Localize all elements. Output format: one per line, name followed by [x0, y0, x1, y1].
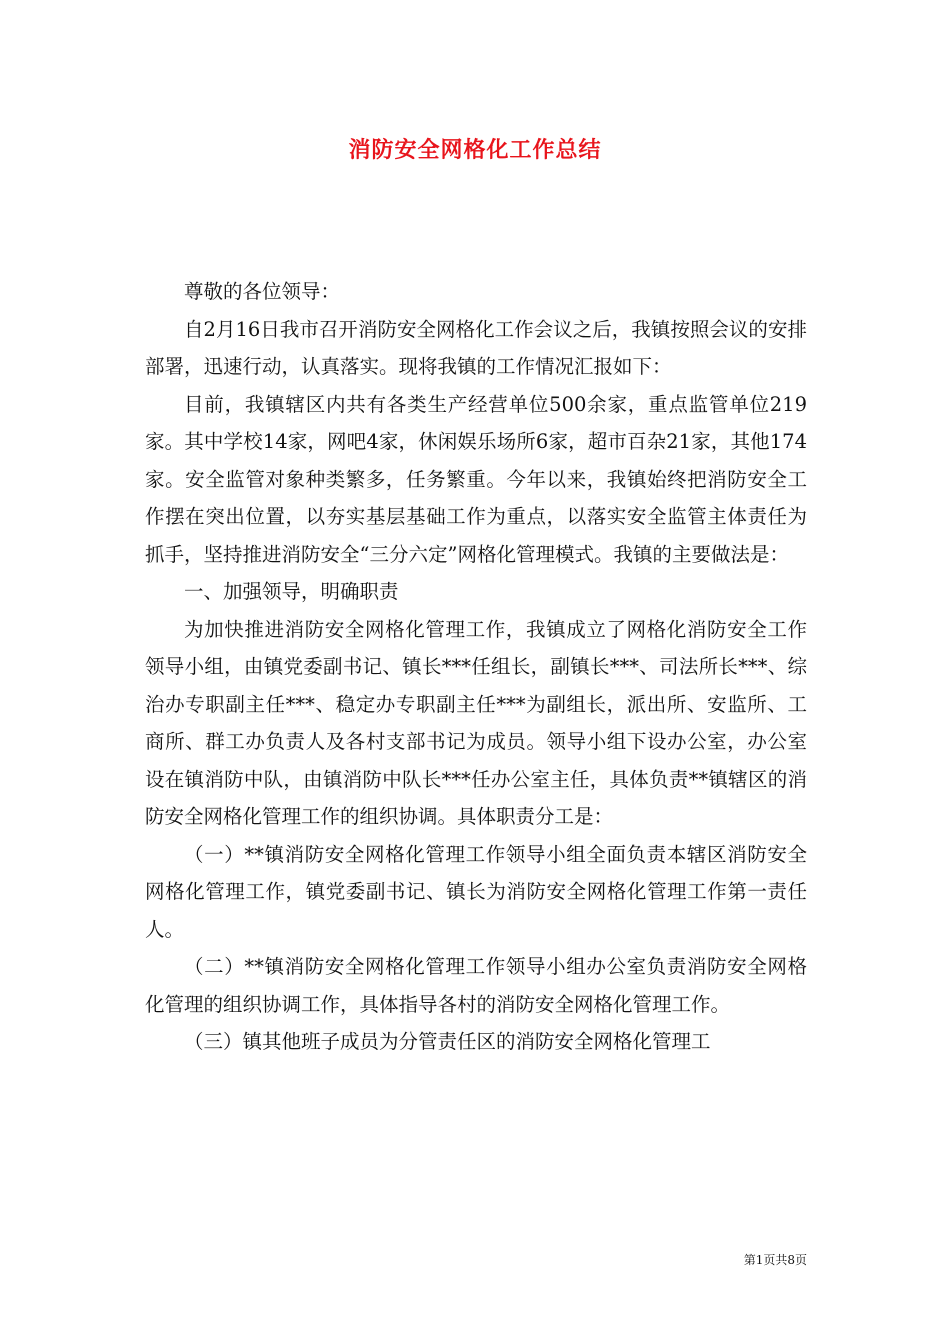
salutation-paragraph: 尊敬的各位领导：: [184, 280, 341, 303]
duty-item-2: （二）**镇消防安全网格化管理工作领导小组办公室负责消防安全网格化管理的组织协调工作，具体指导各村的消防安全网格化管理工作。: [145, 955, 807, 1016]
duty-item-1: （一）**镇消防安全网格化管理工作领导小组全面负责本辖区消防安全网格化管理工作，镇党委副书记、镇长为消防安全网格化管理工作第一责任人。: [145, 842, 807, 941]
intro-paragraph: 自2月16日我市召开消防安全网格化工作会议之后，我镇按照会议的安排部署，迅速行动，认真落实。现将我镇的工作情况汇报如下：: [145, 317, 807, 378]
document-title: 消防安全网格化工作总结: [348, 137, 602, 163]
document-body: [145, 273, 807, 1061]
organization-paragraph: 为加快推进消防安全网格化管理工作，我镇成立了网格化消防安全工作领导小组，由镇党委副书记、镇长***任组长，副镇长***、司法所长***、综治办专职副主任***、稳定办专职副主任***为副组长，派出所、安监所、工商所、群工办负责人及各村支部书记为成员。领导小组下设办公室，办公室设在镇消防中队，由镇消防中队长***任办公室主任，具体负责**镇辖区的消防安全网格化管理工作的组织协调。具体职责分工是：: [145, 617, 807, 828]
overview-paragraph: 目前，我镇辖区内共有各类生产经营单位500余家，重点监管单位219家。其中学校14家，网吧4家，休闲娱乐场所6家，超市百杂21家，其他174家。安全监管对象种类繁多，任务繁重。今年以来，我镇始终把消防安全工作摆在突出位置，以夯实基层基础工作为重点，以落实安全监管主体责任为抓手，坚持推进消防安全“三分六定”网格化管理模式。我镇的主要做法是：: [145, 392, 807, 566]
duty-item-3: （三）镇其他班子成员为分管责任区的消防安全网格化管理工: [184, 1030, 711, 1053]
section-heading: 一、加强领导，明确职责: [184, 580, 399, 603]
page-number: 第1页共8页: [743, 1253, 807, 1267]
